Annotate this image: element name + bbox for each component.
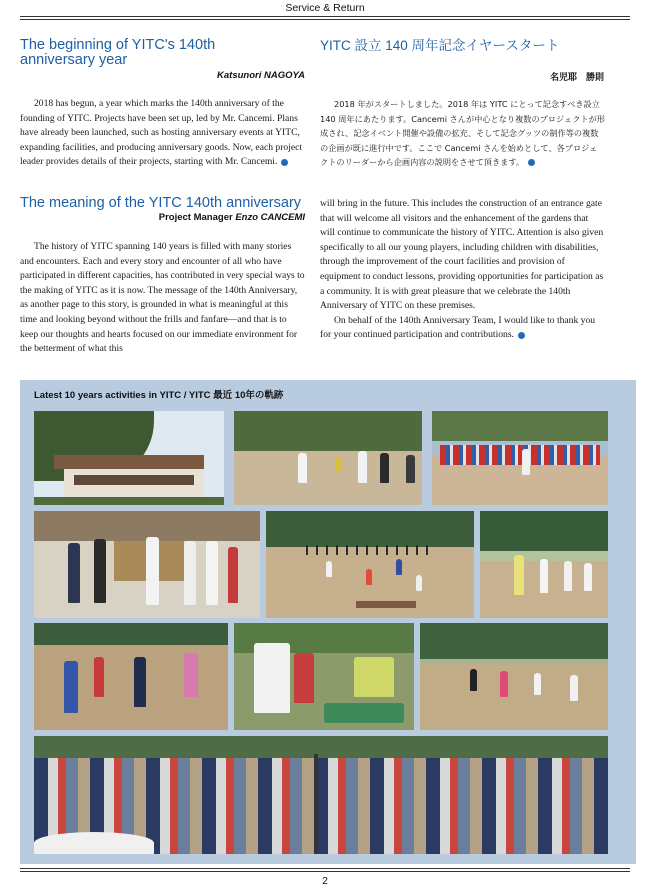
- photo-lesson: [480, 511, 608, 618]
- paragraph-en: 2018 has begun, a year which marks the 140th anniversary of the founding of YITC. Projects have been set up, led by Mr. Cancemi. Plans have already been launched, such as hosting anniversary events at YITC, expanding facilities, and producing anniversary goods. Now, each project leader provides details of their projects, starting with Mr. Cancemi.: [20, 98, 303, 168]
- photo-court-players: [234, 411, 422, 505]
- header-rule: [20, 16, 630, 17]
- end-bullet-icon: [528, 159, 535, 166]
- page-number: 2: [322, 876, 328, 887]
- article-body-meaning-left: [20, 240, 305, 357]
- author-en: Katsunori NAGOYA: [217, 70, 305, 81]
- gallery-caption: Latest 10 years activities in YITC / YITC 最近 10年の軌跡: [34, 390, 284, 401]
- article-body-en: [20, 97, 305, 170]
- author-jp: 名児耶 勝則: [549, 73, 604, 83]
- footer-rule: [20, 868, 630, 869]
- photo-kids-event: [432, 411, 608, 505]
- article-title-en: The beginning of YITC's 140th anniversary year: [20, 37, 216, 68]
- article-body-jp: [320, 97, 605, 170]
- article-body-meaning-right: [320, 197, 605, 343]
- footer-rule: [20, 871, 630, 872]
- section-label: Service & Return: [285, 2, 365, 14]
- photo-practice: [420, 623, 608, 730]
- photo-gallery: [20, 380, 636, 864]
- photo-clubhouse: [34, 411, 224, 505]
- header-rule: [20, 19, 630, 20]
- author-name: Enzo CANCEMI: [235, 212, 305, 223]
- author-role: Project Manager: [158, 212, 233, 223]
- paragraph-jp: 2018 年がスタートしました。2018 年は YITC にとって記念すべき設立 140 周年にあたります。Cancemi さんが中心となり複数のプロジェクトが形成され、記念イベント開催や設備の拡充、そして記念グッツの制作等の複数の企画が既に進行中です。ここで Cancemi さんを始めとして、各プロジェクトのリーダーから企画内容の説明をさせて頂きます。: [320, 99, 605, 168]
- paragraph-meaning-closing: On behalf of the 140th Anniversary Team, I would like to thank you for your continued participation and contributions.: [320, 314, 596, 341]
- paragraph-meaning-left: The history of YITC spanning 140 years is filled with many stories and encounters. Each and every story and encounter of all who have participated in different capacities, has contributed in very special ways to the making of YITC as it is now. The message of the 140th Anniversary, as another page to this story, is grounded in what is meaningful at this time and looking beyond without the frills and fanfare—and that is to keep our thoughts and hearts focused on our immediate environment for the betterment of what this: [20, 241, 305, 355]
- paragraph-meaning-right: will bring in the future. This includes the construction of an entrance gate that will welcome all visitors and the enhancement of the gardens that will continue to communicate the history of YITC. Attention is also given specifically to all our young players, including children with disabilities, through the improvement of the court facilities and provision of equipment to conduct lessons, providing opportunities for participation as a community. It is with great pleasure that we celebrate the 140th Anniversary of YITC on these premises.: [320, 198, 604, 312]
- article-title-jp: YITC 設立 140 周年記念イヤースタート: [320, 38, 560, 53]
- photo-ceremony: [34, 511, 260, 618]
- end-bullet-icon: [518, 332, 525, 339]
- end-bullet-icon: [281, 159, 288, 166]
- photo-gardening: [234, 623, 414, 730]
- photo-children-court: [34, 623, 228, 730]
- photo-group-stretch: [34, 736, 608, 854]
- author-meaning: [20, 212, 305, 223]
- photo-courts-overview: [266, 511, 474, 618]
- article-title-meaning: The meaning of the YITC 140th anniversary: [20, 195, 302, 211]
